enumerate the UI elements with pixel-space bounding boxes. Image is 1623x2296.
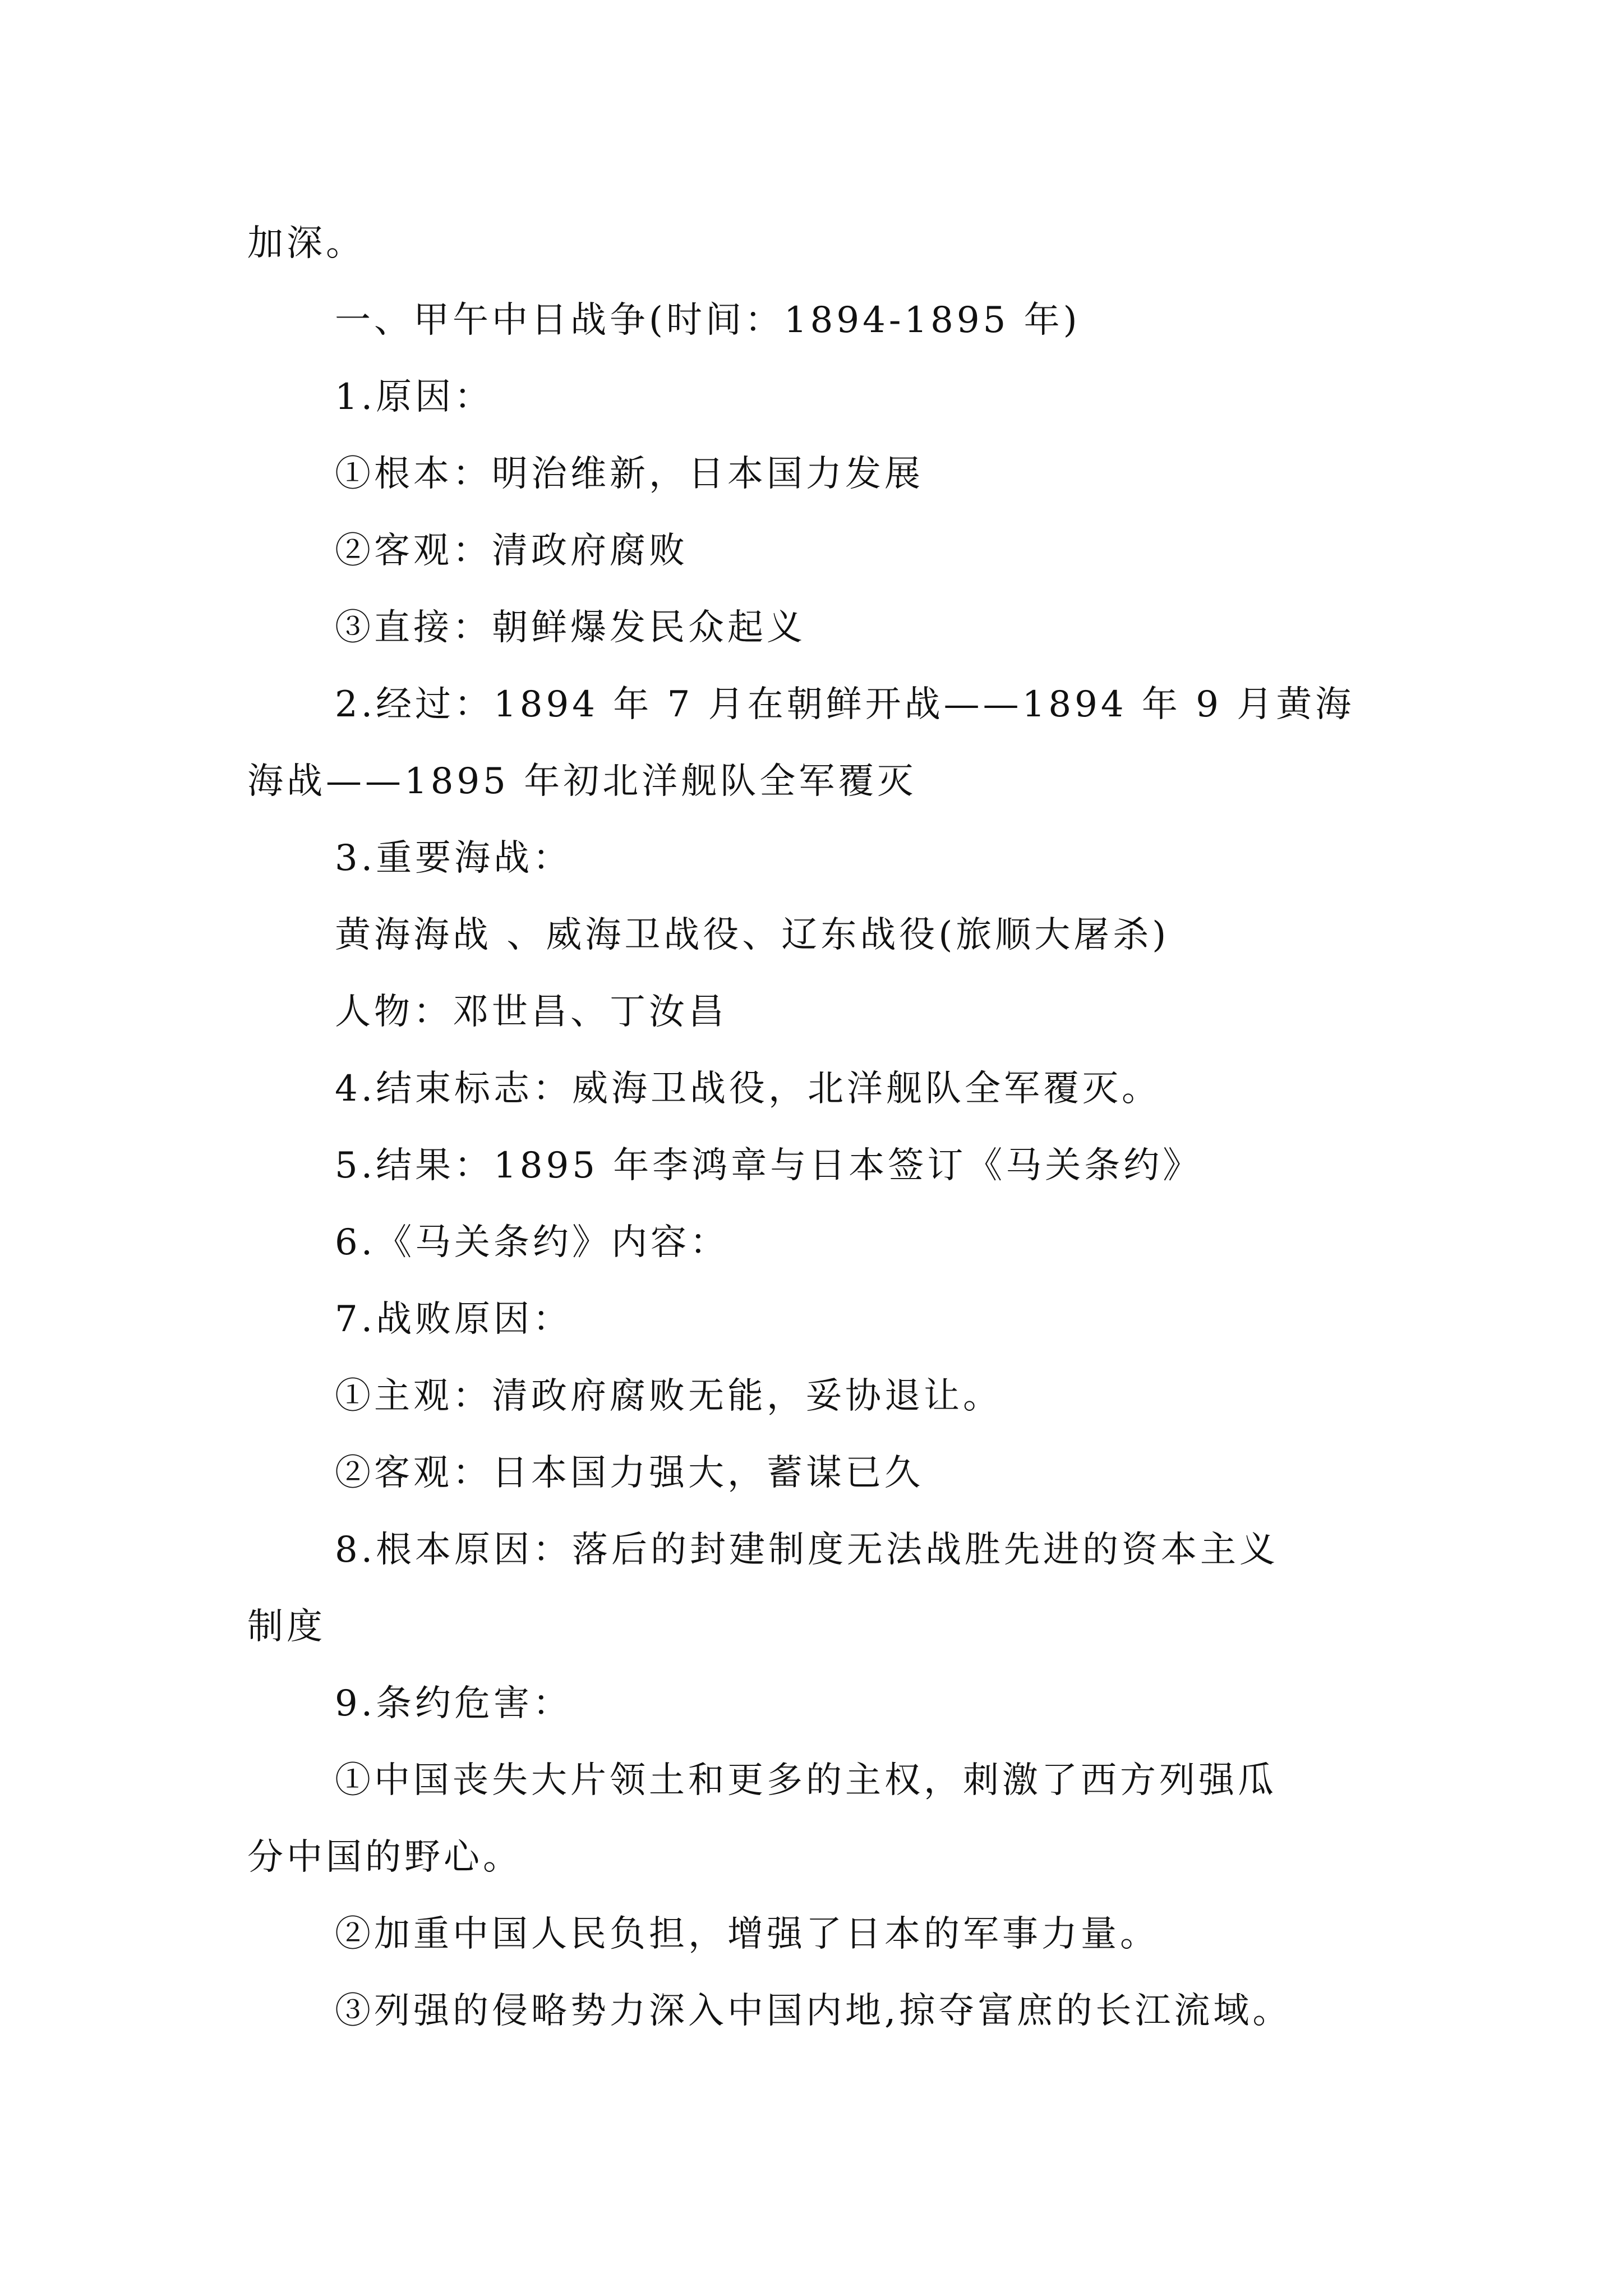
text-line: 分中国的野心。 — [247, 1837, 522, 1878]
text-line: 4.结束标志：威海卫战役，北洋舰队全军覆灭。 — [335, 1068, 1161, 1110]
text-line: 5.结果：1895 年李鸿章与日本签订《马关条约》 — [335, 1145, 1202, 1186]
text-line: ②客观：日本国力强大，蓄谋已久 — [335, 1452, 924, 1494]
text-line: ①中国丧失大片领土和更多的主权，刺激了西方列强瓜 — [335, 1760, 1277, 1801]
text-line: 8.根本原因：落后的封建制度无法战胜先进的资本主义 — [335, 1529, 1279, 1571]
text-line: 黄海海战 、威海卫战役、辽东战役(旅顺大屠杀) — [335, 914, 1170, 956]
text-line: ②加重中国人民负担，增强了日本的军事力量。 — [335, 1913, 1159, 1955]
text-line: ②客观：清政府腐败 — [335, 530, 688, 572]
text-line: 2.经过：1894 年 7 月在朝鲜开战——1894 年 9 月黄海 — [335, 684, 1355, 725]
text-line: ①根本：明治维新，日本国力发展 — [335, 453, 924, 495]
text-line: ①主观：清政府腐败无能，妥协退让。 — [335, 1375, 1002, 1417]
text-line: 海战——1895 年初北洋舰队全军覆灭 — [247, 761, 917, 802]
text-line: 3.重要海战： — [335, 838, 573, 879]
text-line: 9.条约危害： — [335, 1683, 573, 1724]
text-line: ③列强的侵略势力深入中国内地,掠夺富庶的长江流域。 — [335, 1990, 1292, 2032]
text-line: 1.原因： — [335, 376, 494, 418]
section-heading: 一、甲午中日战争(时间：1894-1895 年) — [335, 300, 1081, 341]
text-line: 加深。 — [247, 223, 365, 264]
text-line: ③直接：朝鲜爆发民众起义 — [335, 607, 806, 648]
text-line: 7.战败原因： — [335, 1299, 573, 1340]
text-line: 制度 — [247, 1606, 326, 1648]
text-line: 6.《马关条约》内容： — [335, 1222, 730, 1263]
text-line: 人物：邓世昌、丁汝昌 — [335, 991, 727, 1033]
